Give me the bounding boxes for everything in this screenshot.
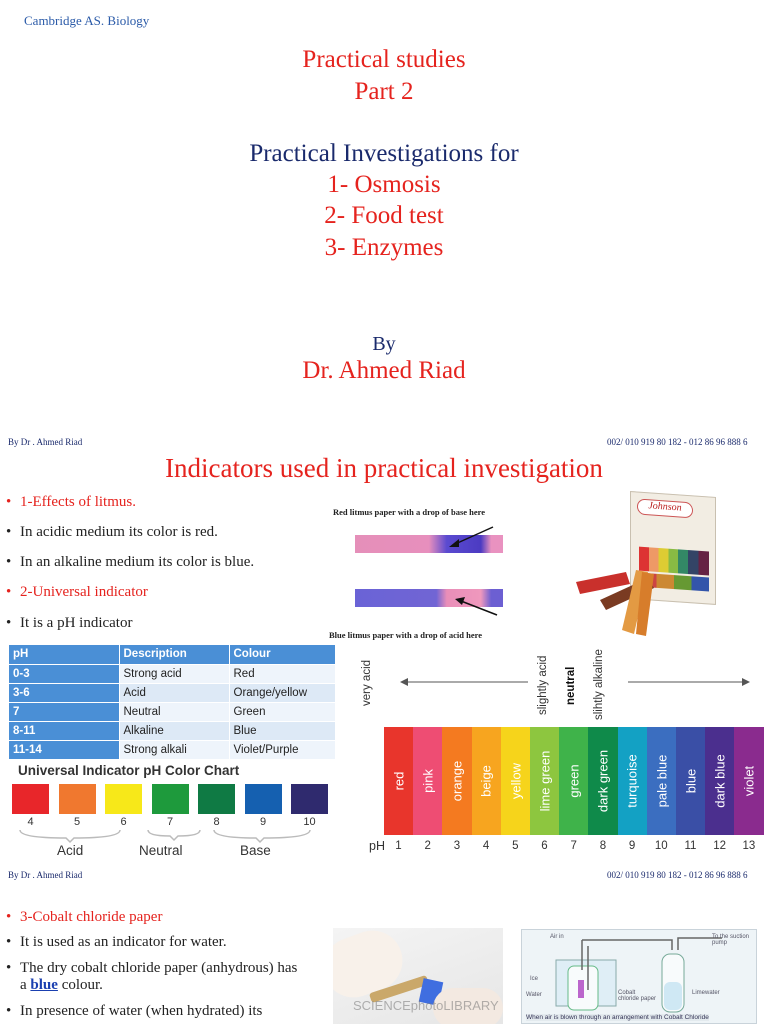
band-red	[384, 727, 414, 835]
header-colour: Colour	[229, 645, 336, 664]
band-yellow	[501, 727, 531, 835]
band-label: dark green	[595, 749, 611, 813]
indicator-strips-icon	[570, 570, 680, 642]
swatch-ph-10	[291, 784, 328, 814]
ph-number: 9	[628, 840, 636, 852]
litmus-figure	[325, 505, 540, 645]
cell-colour: Violet/Purple	[229, 740, 336, 759]
group-acid: Acid	[57, 843, 84, 858]
course-header: Cambridge AS. Biology	[24, 13, 150, 28]
label-limewater: Limewater	[692, 990, 720, 996]
band-label: pink	[420, 769, 436, 793]
label-ice: Ice	[530, 976, 539, 982]
cover-subtitle: Practical Investigations for	[249, 140, 519, 167]
acid-arrow	[400, 676, 530, 688]
band-label: lime green	[537, 750, 553, 812]
cell-ph: 8-11	[9, 721, 119, 740]
ph-number: 1	[395, 840, 402, 852]
swatch-number: 9	[259, 816, 267, 828]
ph-table	[9, 645, 336, 760]
swatch-number: 10	[303, 816, 316, 828]
cell-colour: Red	[229, 664, 336, 683]
cell-ph: 11-14	[9, 740, 119, 759]
label-neutral: neutral	[565, 666, 577, 705]
indicator-box-photo	[570, 490, 768, 642]
swatch-ph-7	[152, 784, 189, 814]
header-ph: pH	[9, 645, 119, 664]
ph-number: 12	[713, 840, 727, 852]
litmus-arrows	[325, 505, 540, 645]
group-neutral: Neutral	[139, 843, 183, 858]
ph-number: 2	[424, 840, 431, 852]
footer-phone-2: 002/ 010 919 80 182 - 012 86 96 888 6	[607, 870, 748, 880]
bullet-alkaline-blue: • In an alkaline medium its color is blue.	[6, 554, 255, 570]
alkaline-arrow	[628, 676, 752, 688]
cell-colour: Green	[229, 702, 336, 721]
group-base: Base	[240, 843, 271, 858]
cell-description: Strong acid	[119, 664, 229, 683]
cell-ph: 3-6	[9, 683, 119, 702]
table-row	[9, 721, 336, 740]
bullet-cobalt-chloride: • 3-Cobalt chloride paper	[6, 909, 163, 925]
cover-item-enzymes: 3- Enzymes	[324, 234, 444, 261]
ph-number: 10	[654, 840, 668, 852]
bullet-acid-red: • In acidic medium its color is red.	[6, 524, 218, 540]
table-row	[9, 683, 336, 702]
band-label: violet	[741, 765, 757, 797]
band-lime-green	[530, 727, 560, 835]
label-cobalt-paper: Cobalt chloride paper	[618, 990, 657, 1002]
table-row	[9, 702, 336, 721]
bullet-ph-indicator: • It is a pH indicator	[6, 615, 133, 631]
band-label: yellow	[508, 762, 524, 800]
label-suction: To the suction pump	[712, 934, 750, 946]
band-label: dark blue	[712, 754, 728, 808]
cell-colour: Blue	[229, 721, 336, 740]
band-pink	[413, 727, 443, 835]
box-brand-logo: Johnson	[637, 498, 693, 518]
ph-number: 4	[482, 840, 490, 852]
cell-colour: Orange/yellow	[229, 683, 336, 702]
label-slightly-acid: slightly acid	[537, 655, 549, 715]
swatch-number: 5	[73, 816, 81, 828]
cover-author: Dr. Ahmed Riad	[302, 357, 466, 384]
band-label: orange	[449, 760, 465, 802]
label-very-acid: very acid	[361, 659, 373, 706]
bullet-water-indicator: • It is used as an indicator for water.	[6, 934, 227, 950]
ph-number: 6	[541, 840, 548, 852]
cell-description: Alkaline	[119, 721, 229, 740]
cell-description: Neutral	[119, 702, 229, 721]
swatch-number: 6	[120, 816, 127, 828]
band-label: pale blue	[654, 754, 670, 808]
ph-table-header	[9, 645, 336, 664]
cover-item-osmosis: 1- Osmosis	[327, 171, 441, 198]
bullet-dry-paper: • The dry cobalt chloride paper (anhydrous) has	[6, 960, 298, 976]
label-slightly-alkaline: slihtly alkaline	[593, 649, 605, 720]
band-beige	[472, 727, 502, 835]
table-row	[9, 664, 336, 683]
ph-number: 8	[599, 840, 607, 852]
band-orange	[442, 727, 472, 835]
bullet-litmus: • 1-Effects of litmus.	[6, 494, 136, 510]
apparatus-diagram	[521, 929, 757, 1024]
bullet-hydrated: • In presence of water (when hydrated) its	[6, 1003, 263, 1019]
swatch-number: 7	[166, 816, 174, 828]
band-label: blue	[683, 768, 699, 794]
cover-title-2: Part 2	[354, 78, 414, 105]
header-description: Description	[119, 645, 229, 664]
cell-description: Strong alkali	[119, 740, 229, 759]
label-air-in: Air in	[550, 934, 564, 940]
band-green	[559, 727, 589, 835]
swatch-number: 4	[27, 816, 34, 828]
ph-number: 13	[742, 840, 756, 852]
ph-axis-label: pH	[369, 839, 385, 853]
label-water: Water	[526, 992, 542, 998]
swatch-number: 8	[213, 816, 220, 828]
cobalt-paper-photo	[333, 928, 503, 1024]
bullet-universal-indicator: • 2-Universal indicator	[6, 584, 148, 600]
band-pale-blue	[647, 727, 677, 835]
band-blue	[676, 727, 706, 835]
blue-litmus-caption: Blue litmus paper with a drop of acid here	[329, 630, 483, 640]
ph-number: 5	[512, 840, 519, 852]
photo-watermark: SCIENCEphotoLIBRARY	[353, 998, 499, 1013]
footer-phone: 002/ 010 919 80 182 - 012 86 96 888 6	[607, 437, 748, 447]
swatch-ph-5	[59, 784, 96, 814]
band-label: red	[391, 771, 407, 791]
swatch-ph-4	[12, 784, 49, 814]
blue-word: blue	[30, 977, 58, 993]
cover-item-food-test: 2- Food test	[324, 202, 444, 229]
diagram-caption: When air is blown through an arrangement with Cobalt Chloride	[526, 1014, 709, 1021]
band-violet	[734, 727, 764, 835]
cell-description: Acid	[119, 683, 229, 702]
swatch-ph-6	[105, 784, 142, 814]
band-turquoise	[618, 727, 648, 835]
slide-title: Indicators used in practical investigation	[165, 453, 603, 483]
table-row	[9, 740, 336, 759]
swatch-ph-8	[198, 784, 235, 814]
swatch-ph-9	[245, 784, 282, 814]
bullet-blue-colour: a blue colour.	[20, 977, 103, 993]
band-label: beige	[478, 765, 494, 797]
ph-number: 7	[570, 840, 577, 852]
footer-author: By Dr . Ahmed Riad	[8, 437, 83, 447]
band-dark-green	[588, 727, 618, 835]
cover-title-1: Practical studies	[302, 46, 466, 73]
footer-author-2: By Dr . Ahmed Riad	[8, 870, 83, 880]
ph-number: 11	[684, 840, 697, 852]
universal-chart-title: Universal Indicator pH Color Chart	[18, 763, 240, 778]
band-label: green	[566, 764, 582, 798]
ph-number: 3	[453, 840, 461, 852]
cell-ph: 0-3	[9, 664, 119, 683]
cover-by: By	[372, 333, 396, 355]
band-dark-blue	[705, 727, 735, 835]
band-label: turquoise	[624, 754, 640, 808]
cell-ph: 7	[9, 702, 119, 721]
red-litmus-caption: Red litmus paper with a drop of base here	[333, 507, 486, 517]
